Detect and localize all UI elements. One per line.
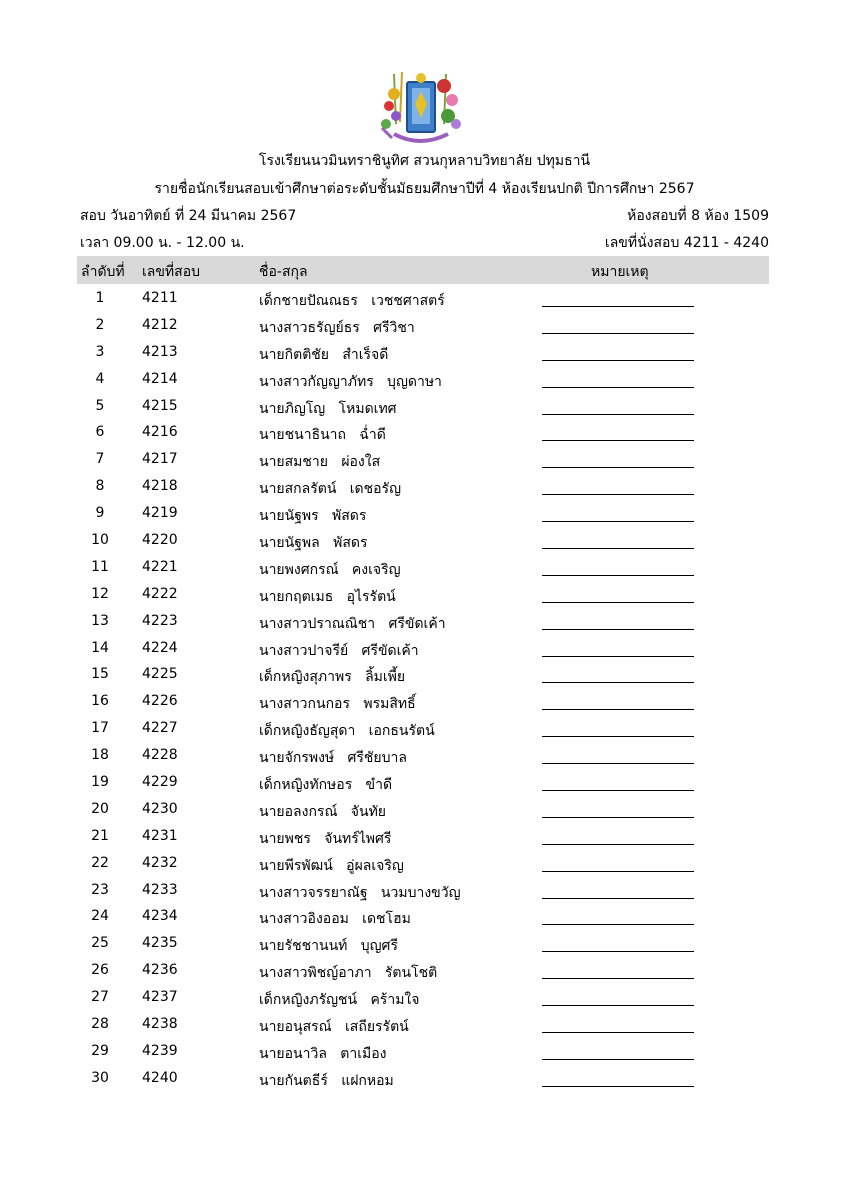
column-header-exam-id: เลขที่สอบ [142, 264, 201, 280]
student-name: นางสาวอิงออม เดชโฮม [259, 911, 411, 928]
table-row [77, 474, 769, 501]
student-name: นางสาวกนกอร พรมสิทธิ์ [259, 696, 416, 713]
exam-room: ห้องสอบที่ 8 ห้อง 1509 [627, 208, 769, 224]
exam-id: 4214 [142, 370, 178, 387]
exam-id: 4220 [142, 532, 178, 549]
remark-line [542, 467, 694, 468]
seat-range: เลขที่นั่งสอบ 4211 - 4240 [604, 235, 769, 251]
row-number: 16 [91, 693, 109, 710]
student-name: นายสกลรัตน์ เดชอรัญ [259, 481, 402, 498]
row-number: 17 [91, 720, 109, 737]
student-name: เด็กชายปัณณธร เวชชศาสตร์ [259, 293, 445, 309]
remark-line [542, 1059, 694, 1060]
student-name: เด็กหญิงภรัญชน์ คร้ามใจ [259, 992, 420, 1009]
table-row [77, 340, 769, 367]
remark-line [542, 387, 694, 388]
row-number: 4 [95, 370, 105, 387]
table-row [77, 851, 769, 878]
remark-line [542, 898, 694, 899]
student-table [77, 286, 769, 1093]
student-name: นางสาวปราณณิชา ศรีขัดเค้า [259, 615, 446, 632]
row-number: 12 [91, 585, 109, 602]
exam-id: 4230 [142, 800, 178, 817]
remark-line [542, 817, 694, 818]
exam-id: 4218 [142, 478, 178, 495]
table-row [77, 420, 769, 447]
student-name: นายกฤตเมธ อุไรรัตน์ [259, 588, 396, 605]
table-row [77, 689, 769, 716]
student-name: นายสมชาย ผ่องใส [259, 454, 381, 471]
exam-id: 4224 [142, 639, 178, 656]
remark-line [542, 871, 694, 872]
row-number: 11 [91, 558, 109, 575]
student-name: นายพชร จันทร์ไพศรี [259, 830, 392, 847]
exam-id: 4240 [142, 1069, 178, 1086]
table-header [77, 256, 769, 284]
remark-line [542, 333, 694, 334]
exam-id: 4232 [142, 854, 178, 871]
table-row [77, 824, 769, 851]
student-name: เด็กหญิงทักษอร ขำดี [259, 777, 393, 794]
remark-line [542, 548, 694, 549]
exam-id: 4236 [142, 962, 178, 979]
table-row [77, 985, 769, 1012]
exam-id: 4222 [142, 585, 178, 602]
table-row [77, 931, 769, 958]
row-number: 27 [91, 989, 109, 1006]
remark-line [542, 682, 694, 683]
exam-id: 4225 [142, 666, 178, 683]
exam-date: สอบ วันอาทิตย์ ที่ 24 มีนาคม 2567 [80, 208, 297, 224]
remark-line [542, 440, 694, 441]
exam-id: 4227 [142, 720, 178, 737]
remark-line [542, 656, 694, 657]
table-row [77, 904, 769, 931]
exam-id: 4213 [142, 343, 178, 360]
row-number: 5 [95, 397, 105, 414]
exam-id: 4211 [142, 290, 178, 306]
table-row [77, 313, 769, 340]
row-number: 8 [95, 478, 105, 495]
row-number: 10 [91, 532, 109, 549]
row-number: 22 [91, 854, 109, 871]
row-number: 30 [91, 1069, 109, 1086]
student-name: นายอนาวิล ตาเมือง [259, 1045, 387, 1062]
exam-id: 4237 [142, 989, 178, 1006]
table-row [77, 770, 769, 797]
remark-line [542, 1005, 694, 1006]
table-row [77, 662, 769, 689]
table-row [77, 555, 769, 582]
row-number: 2 [95, 316, 105, 333]
remark-line [542, 790, 694, 791]
row-number: 1 [95, 290, 105, 306]
remark-line [542, 924, 694, 925]
table-row [77, 286, 769, 313]
table-row [77, 797, 769, 824]
remark-line [542, 978, 694, 979]
student-name: นางสาวพิชญ์อาภา รัตนโชติ [259, 965, 438, 982]
exam-id: 4228 [142, 747, 178, 764]
remark-line [542, 951, 694, 952]
table-row [77, 528, 769, 555]
exam-id: 4226 [142, 693, 178, 710]
column-header-remarks: หมายเหตุ [591, 264, 649, 280]
exam-id: 4234 [142, 908, 178, 925]
student-name: เด็กหญิงสุภาพร ลิ้มเพี้ย [259, 669, 406, 686]
student-name: เด็กหญิงธัญสุดา เอกธนรัตน์ [259, 723, 435, 740]
exam-id: 4216 [142, 424, 178, 441]
remark-line [542, 575, 694, 576]
remark-line [542, 494, 694, 495]
student-name: นายภิญโญ โหมดเทศ [259, 400, 397, 417]
remark-line [542, 844, 694, 845]
remark-line [542, 709, 694, 710]
table-row [77, 1066, 769, 1093]
column-header-order: ลำดับที่ [81, 264, 125, 280]
exam-id: 4215 [142, 397, 178, 414]
exam-id: 4229 [142, 774, 178, 791]
student-name: นายอนุสรณ์ เสถียรรัตน์ [259, 1019, 409, 1036]
row-number: 26 [91, 962, 109, 979]
row-number: 28 [91, 1016, 109, 1033]
student-name: นางสาวจรรยาณัฐ นวมบางขวัญ [259, 884, 461, 901]
table-row [77, 501, 769, 528]
remark-line [542, 763, 694, 764]
row-number: 15 [91, 666, 109, 683]
remark-line [542, 306, 694, 307]
exam-id: 4223 [142, 612, 178, 629]
exam-time: เวลา 09.00 น. - 12.00 น. [80, 235, 245, 251]
student-name: นายกิตติชัย สำเร็จดี [259, 346, 389, 363]
table-row [77, 716, 769, 743]
remark-line [542, 602, 694, 603]
table-row [77, 1012, 769, 1039]
table-row [77, 636, 769, 663]
table-row [77, 367, 769, 394]
student-name: นายชนาธินาถ ฉ่ำดี [259, 427, 386, 444]
student-name: นายอลงกรณ์ จันทัย [259, 803, 386, 820]
row-number: 24 [91, 908, 109, 925]
row-number: 7 [95, 451, 105, 468]
row-number: 23 [91, 881, 109, 898]
student-name: นางสาวธรัญย์ธร ศรีวิชา [259, 319, 415, 336]
exam-id: 4219 [142, 505, 178, 522]
student-name: นางสาวปาจรีย์ ศรีขัดเค้า [259, 642, 419, 659]
exam-id: 4233 [142, 881, 178, 898]
exam-id: 4235 [142, 935, 178, 952]
row-number: 20 [91, 800, 109, 817]
row-number: 21 [91, 827, 109, 844]
document-subtitle: รายชื่อนักเรียนสอบเข้าศึกษาต่อระดับชั้นมัธยมศึกษาปีที่ 4 ห้องเรียนปกติ ปีการศึกษา 2567 [154, 181, 695, 197]
row-number: 29 [91, 1042, 109, 1059]
table-row [77, 958, 769, 985]
student-name: นายพงศกรณ์ คงเจริญ [259, 561, 401, 578]
row-number: 25 [91, 935, 109, 952]
student-name: นางสาวกัญญาภัทร บุญดาษา [259, 373, 442, 390]
table-row [77, 1039, 769, 1066]
table-row [77, 582, 769, 609]
exam-id: 4221 [142, 558, 178, 575]
row-number: 18 [91, 747, 109, 764]
row-number: 9 [95, 505, 105, 522]
exam-id: 4231 [142, 827, 178, 844]
exam-id: 4238 [142, 1016, 178, 1033]
row-number: 13 [91, 612, 109, 629]
row-number: 6 [95, 424, 105, 441]
column-header-name: ชื่อ-สกุล [259, 264, 308, 280]
row-number: 19 [91, 774, 109, 791]
student-name: นายนัฐพร พัสดร [259, 508, 367, 525]
school-emblem-icon [374, 64, 466, 152]
remark-line [542, 1086, 694, 1087]
remark-line [542, 736, 694, 737]
table-row [77, 394, 769, 421]
table-row [77, 743, 769, 770]
row-number: 14 [91, 639, 109, 656]
remark-line [542, 1032, 694, 1033]
exam-id: 4217 [142, 451, 178, 468]
remark-line [542, 360, 694, 361]
student-name: นายนัฐพล พัสดร [259, 535, 368, 552]
remark-line [542, 414, 694, 415]
remark-line [542, 629, 694, 630]
student-name: นายพีรพัฒน์ อู่ผลเจริญ [259, 857, 404, 874]
student-name: นายรัชชานนท์ บุญศรี [259, 938, 398, 955]
school-name: โรงเรียนนวมินทราชินูทิศ สวนกุหลาบวิทยาลัย ปทุมธานี [258, 153, 591, 169]
table-row [77, 609, 769, 636]
student-name: นายกันตธีร์ แฝกหอม [259, 1072, 394, 1089]
student-name: นายจักรพงษ์ ศรีชัยบาล [259, 750, 407, 767]
table-row [77, 878, 769, 905]
remark-line [542, 521, 694, 522]
table-row [77, 447, 769, 474]
exam-id: 4239 [142, 1042, 178, 1059]
row-number: 3 [95, 343, 105, 360]
exam-id: 4212 [142, 316, 178, 333]
